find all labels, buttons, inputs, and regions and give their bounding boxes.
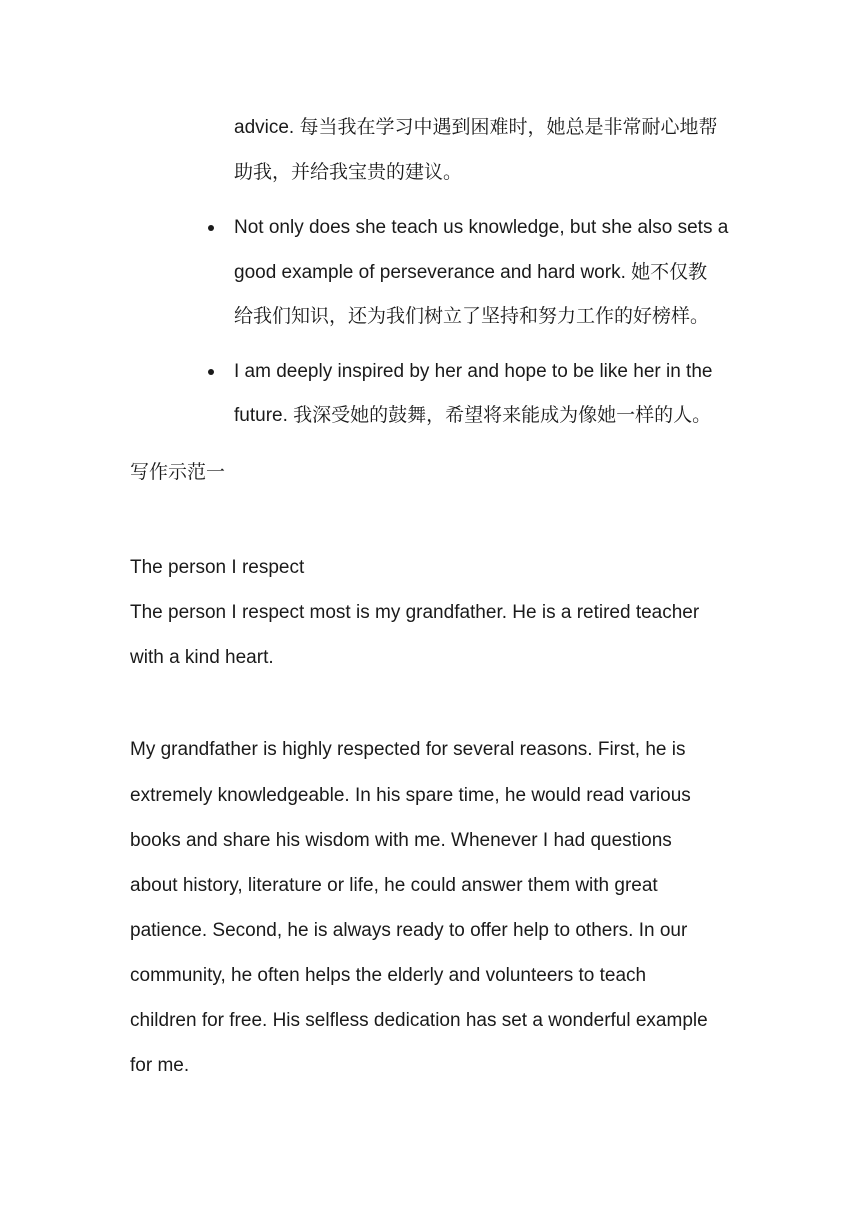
bullet-item-line: 给我们知识，还为我们树立了坚持和努力工作的好榜样。 bbox=[234, 306, 710, 327]
list-item-continuation-line: advice. 每当我在学习中遇到困难时，她总是非常耐心地帮 bbox=[234, 117, 718, 138]
bullet-item-line: I am deeply inspired by her and hope to be like her in the bbox=[234, 361, 713, 382]
bullet-dot bbox=[208, 225, 214, 231]
paragraph-line: books and share his wisdom with me. Whenever I had questions bbox=[130, 830, 672, 851]
bullet-dot bbox=[208, 369, 214, 375]
bullet-item-line: good example of perseverance and hard work. 她不仅教 bbox=[234, 262, 708, 283]
paragraph-line: The person I respect most is my grandfather. He is a retired teacher bbox=[130, 602, 700, 623]
section-heading: 写作示范一 bbox=[130, 462, 226, 483]
paragraph-line: about history, literature or life, he could answer them with great bbox=[130, 875, 658, 896]
paragraph-line: extremely knowledgeable. In his spare time, he would read various bbox=[130, 785, 691, 806]
essay-title: The person I respect bbox=[130, 557, 305, 578]
paragraph-line: with a kind heart. bbox=[130, 647, 274, 668]
list-item-continuation-line: 助我，并给我宝贵的建议。 bbox=[234, 162, 463, 183]
paragraph-line: My grandfather is highly respected for several reasons. First, he is bbox=[130, 739, 686, 760]
bullet-item-line: Not only does she teach us knowledge, but she also sets a bbox=[234, 217, 729, 238]
paragraph-line: for me. bbox=[130, 1055, 190, 1076]
paragraph-line: patience. Second, he is always ready to offer help to others. In our bbox=[130, 920, 688, 941]
bullet-item-line: future. 我深受她的鼓舞，希望将来能成为像她一样的人。 bbox=[234, 405, 712, 426]
paragraph-line: children for free. His selfless dedication has set a wonderful example bbox=[130, 1010, 708, 1031]
paragraph-line: community, he often helps the elderly and volunteers to teach bbox=[130, 965, 647, 986]
